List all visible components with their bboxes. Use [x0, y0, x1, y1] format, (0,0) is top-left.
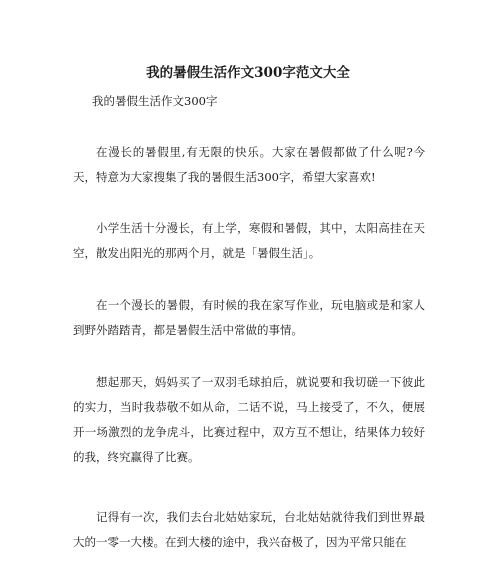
paragraph: 想起那天，妈妈买了一双羽毛球拍后，就说要和我切磋一下彼此的实力，当时我恭敬不如从命，二话不说，马上接受了，不久，便展开一场激烈的龙争虎斗，比赛过程中，双方互不想让，结果体力较好的我，终究赢得了比赛。: [73, 375, 425, 464]
paragraph: 在漫长的暑假里,有无限的快乐。大家在暑假都做了什么呢?今天，特意为大家搜集了我的暑假生活300字，希望大家喜欢!: [73, 145, 425, 184]
paragraph: 记得有一次，我们去台北姑姑家玩，台北姑姑就待我们到世界最大的一零一大楼。在到大楼的途中，我兴奋极了，因为平常只能在: [73, 510, 425, 549]
paragraph: 在一个漫长的暑假，有时候的我在家写作业，玩电脑或是和家人到野外踏踏青，都是暑假生活中常做的事情。: [73, 298, 425, 337]
paragraph: 小学生活十分漫长，有上学，寒假和暑假，其中，太阳高挂在天空，散发出阳光的那两个月，就是「暑假生活」。: [73, 221, 425, 260]
document-subtitle: 我的暑假生活作文300字: [92, 94, 218, 108]
document-title: 我的暑假生活作文300字范文大全: [146, 65, 350, 81]
